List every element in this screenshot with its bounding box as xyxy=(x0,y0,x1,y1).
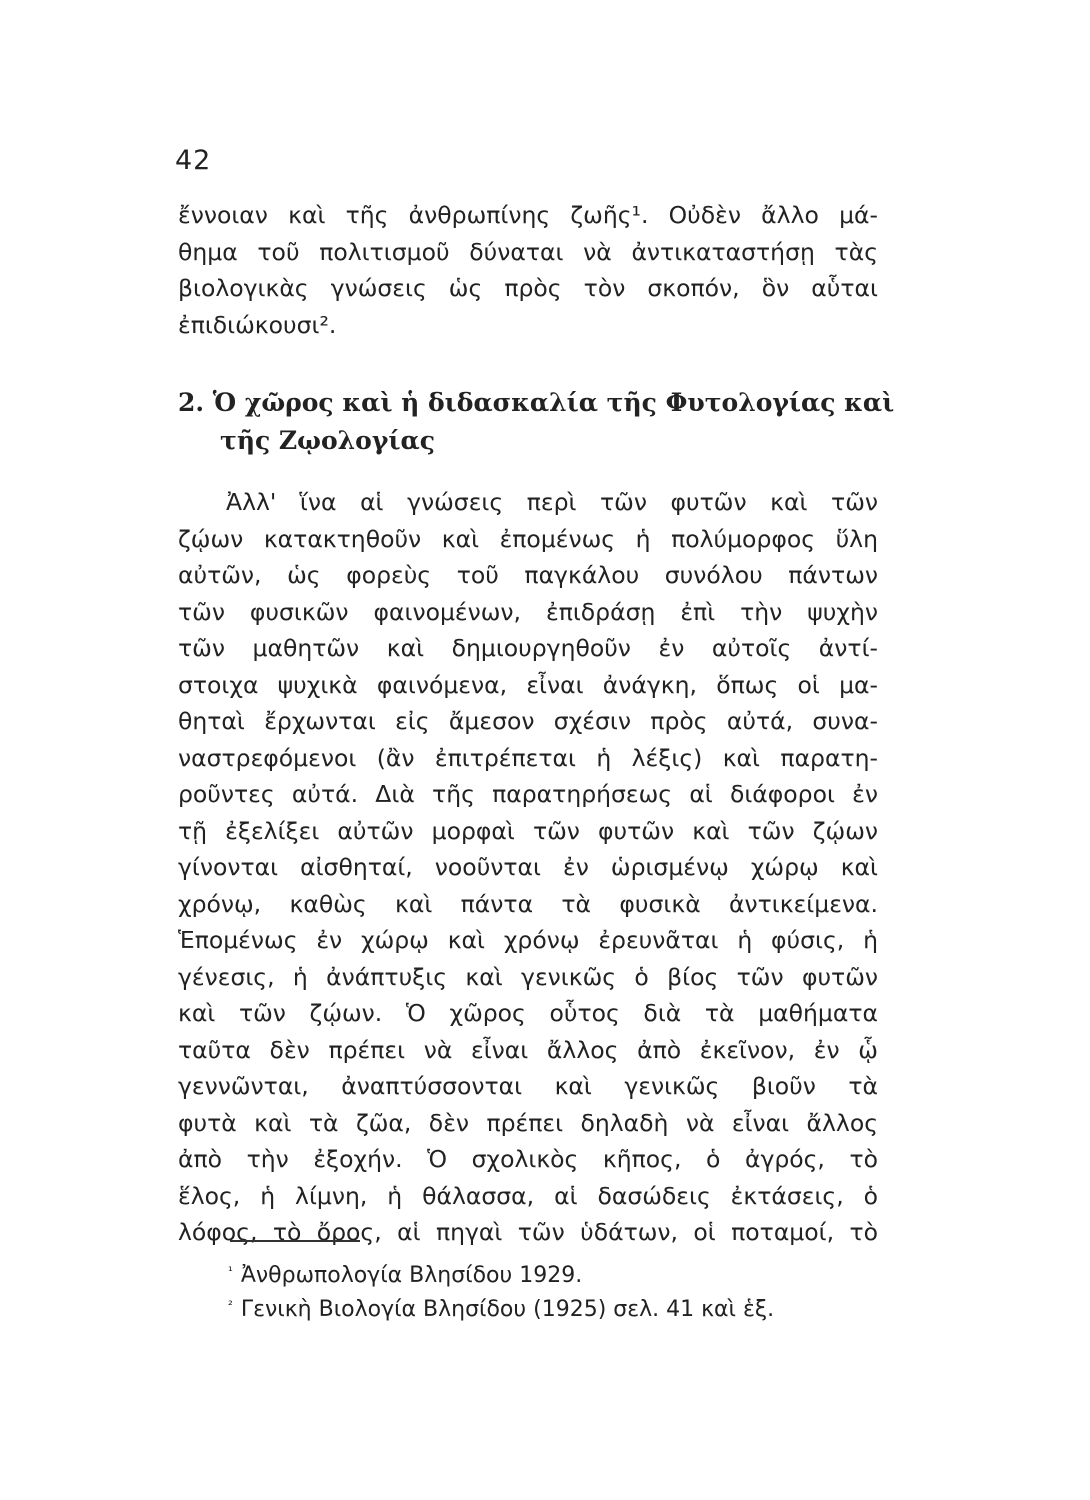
footnote-text: Γενικὴ Βιολογία Βλησίδου (1925) σελ. 41 καὶ ἑξ. xyxy=(240,1297,775,1322)
text-line: Ἀλλ' ἵνα αἱ γνώσεις περὶ τῶν φυτῶν καὶ τῶν xyxy=(226,488,878,516)
section-heading xyxy=(178,384,895,460)
footnotes xyxy=(228,1254,848,1322)
footnote-1 xyxy=(228,1254,848,1288)
page-number: 42 xyxy=(175,145,212,176)
text-line: ταῦτα δὲν πρέπει νὰ εἶναι ἄλλος ἀπὸ ἐκεῖνον, ἐν ᾧ xyxy=(178,1035,878,1064)
text-line: γεννῶνται, ἀναπτύσσονται καὶ γενικῶς βιοῦν τὰ xyxy=(178,1072,878,1100)
text-line: τῇ ἐξελίξει αὐτῶν μορφαὶ τῶν φυτῶν καὶ τῶν ζῴων xyxy=(178,816,878,845)
text-line: γένεσις, ἡ ἀνάπτυξις καὶ γενικῶς ὁ βίος τῶν φυτῶν xyxy=(178,962,878,991)
text-line: Ἑπομένως ἐν χώρῳ καὶ χρόνῳ ἐρευνᾶται ἡ φύσις, ἡ xyxy=(178,926,878,954)
footnote-mark: ¹ xyxy=(228,1264,233,1278)
body-paragraph xyxy=(178,484,878,1251)
footnote-mark: ² xyxy=(228,1298,233,1312)
text-line: ἔννοιαν καὶ τῆς ἀνθρωπίνης ζωῆς¹. Οὐδὲν ἄλλο μά- xyxy=(178,201,878,229)
intro-paragraph xyxy=(178,197,878,343)
text-line: χρόνῳ, καθὼς καὶ πάντα τὰ φυσικὰ ἀντικείμενα. xyxy=(178,889,878,918)
heading-line: τῆς Ζῳολογίας xyxy=(220,426,435,455)
text-line: καὶ τῶν ζῴων. Ὁ χῶρος οὗτος διὰ τὰ μαθήματα xyxy=(178,999,878,1027)
text-line: αὐτῶν, ὡς φορεὺς τοῦ παγκάλου συνόλου πάντων xyxy=(178,561,878,589)
text-line: ζῴων κατακτηθοῦν καὶ ἐπομένως ἡ πολύμορφος ὕλη xyxy=(178,524,878,553)
text-line: γίνονται αἰσθηταί, νοοῦνται ἐν ὡρισμένῳ χώρῳ καὶ xyxy=(178,853,878,881)
text-line: λόφος, τὸ ὄρος, αἱ πηγαὶ τῶν ὑδάτων, οἱ ποταμοί, τὸ xyxy=(178,1218,878,1246)
text-line: ἀπὸ τὴν ἐξοχήν. Ὁ σχολικὸς κῆπος, ὁ ἀγρός, τὸ xyxy=(178,1145,878,1173)
text-line: φυτὰ καὶ τὰ ζῶα, δὲν πρέπει δηλαδὴ νὰ εἶναι ἄλλος xyxy=(178,1108,878,1137)
text-line: βιολογικὰς γνώσεις ὡς πρὸς τὸν σκοπόν, ὃν αὗται xyxy=(178,274,878,302)
text-line: τῶν μαθητῶν καὶ δημιουργηθοῦν ἐν αὐτοῖς ἀντί- xyxy=(178,634,878,662)
text-line: τῶν φυσικῶν φαινομένων, ἐπιδράσῃ ἐπὶ τὴν ψυχὴν xyxy=(178,597,878,626)
text-line: ἐπιδιώκουσι². xyxy=(178,310,337,339)
heading-line: 2. Ὁ χῶρος καὶ ἡ διδασκαλία τῆς Φυτολογίας καὶ xyxy=(178,388,895,417)
footnote-divider xyxy=(230,1240,360,1242)
text-line: στοιχα ψυχικὰ φαινόμενα, εἶναι ἀνάγκη, ὅπως οἱ μα- xyxy=(178,670,878,699)
text-line: θημα τοῦ πολιτισμοῦ δύναται νὰ ἀντικαταστήσῃ τὰς xyxy=(178,237,878,266)
text-line: θηταὶ ἔρχωνται εἰς ἄμεσον σχέσιν πρὸς αὐτά, συνα- xyxy=(178,707,878,735)
text-line: ἕλος, ἡ λίμνη, ἡ θάλασσα, αἱ δασώδεις ἐκτάσεις, ὁ xyxy=(178,1181,878,1210)
text-line: ναστρεφόμενοι (ἂν ἐπιτρέπεται ἡ λέξις) καὶ παρατη- xyxy=(178,743,878,772)
text-line: ροῦντες αὐτά. Διὰ τῆς παρατηρήσεως αἱ διάφοροι ἐν xyxy=(178,780,878,808)
footnote-text: Ἀνθρωπολογία Βλησίδου 1929. xyxy=(240,1263,583,1288)
footnote-2 xyxy=(228,1288,848,1322)
